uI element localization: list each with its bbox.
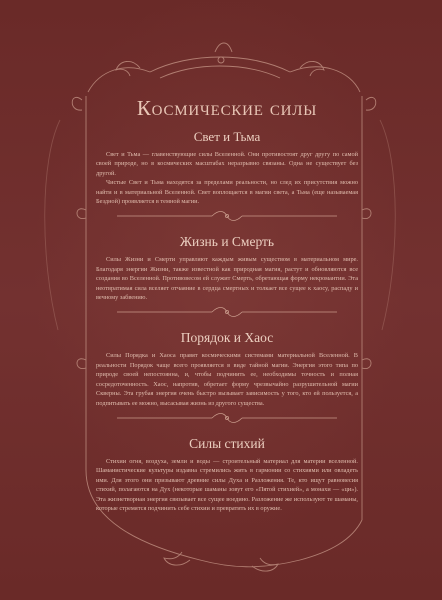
section-life-death [96, 234, 358, 318]
section-light-dark [96, 129, 358, 222]
paragraph: Силы Жизни и Смерти управляют каждым живым существом в материальном мире. Благодаря энергии Жизни, также известной как природная магия, растут и обновляются все создания во Вселенной. Противовесом ей служит Смерть, обретающая форму некромантии. Эта неотвратимая сила вселяет отчаяние в сердца смертных и толкает все сущее к хаосу, распаду и вечному забвению. [96, 256, 358, 302]
ornament-divider [112, 306, 342, 318]
section-elements [96, 436, 358, 513]
section-heading: Порядок и Хаос [180, 330, 274, 346]
section-heading: Силы стихий [189, 435, 265, 451]
paragraph: Силы Порядка и Хаоса правят космическими системами материальной Вселенной. В реальности Порядок чаще всего проявляется в виде тайной магии. Энергия этого типа по природе своей непостоянна, и, чтобы подчинить ее, необходимы точность и полная сосредоточенность. Хаос, напротив, обретает форму чрезвычайно разрушительной магии Скверны. Эта грубая энергия очень быстро вызывает зависимость у того, кто ей пользуется, а подпитывать ее можно, высасывая жизнь из другого существа. [96, 352, 358, 407]
section-order-chaos [96, 330, 358, 423]
paragraph: Чистые Свет и Тьма находятся за пределами реальности, но след их присутствия можно найти и в материальной Вселенной. Свет воплощается в магии света, а Тьма (еще называемая Бездной) проявляется в темной магии. [96, 179, 358, 206]
main-content [96, 96, 358, 513]
section-heading: Жизнь и Смерть [179, 234, 275, 250]
paragraph: Свет и Тьма — главенствующие силы Вселенной. Они противостоят друг другу по самой своей природе, но в космических масштабах неразрывно связаны. Одна не существует без другой. [96, 151, 358, 177]
section-heading: Свет и Тьма [193, 129, 261, 144]
paragraph: Стихии огня, воздуха, земли и воды — строительный материал для материи вселенной. Шаманистические культуры издавна стремились жить в гармонии со стихиями или овладеть ими. Для этого они призывают древние силы Духа и Разложения. Те, кто ищут равновесия стихий, полагаются на Дух (некоторые шаманы зовут его «Пятой стихией», а монахи — «ци»). Эта жизнетворная энергия связывает все сущее воедино. Разложение же используют те шаманы, которые стремятся подчинить себе стихии и превратить их в оружие. [96, 457, 358, 512]
ornament-divider [112, 412, 342, 424]
ornament-divider [112, 210, 342, 222]
page-title: Космические силы [136, 96, 318, 120]
